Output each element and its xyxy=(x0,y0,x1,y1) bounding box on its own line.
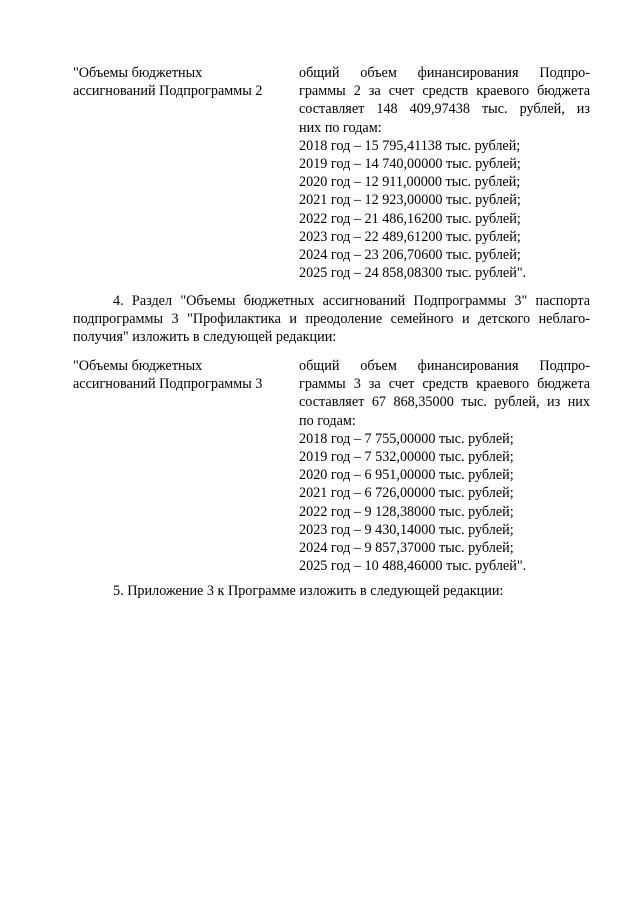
year-line: 2022 год – 9 128,38000 тыс. рублей; xyxy=(299,503,514,520)
year-line: 2025 год – 24 858,08300 тыс. рублей". xyxy=(299,265,527,282)
intro-line: них по годам: xyxy=(299,119,382,136)
year-line: 2025 год – 10 488,46000 тыс. рублей". xyxy=(299,558,527,575)
budget-description xyxy=(299,64,590,282)
year-line: 2024 год – 9 857,37000 тыс. рублей; xyxy=(299,540,514,557)
intro-line: граммы 3 за счет средств краевого бюджета xyxy=(299,376,590,393)
year-line: 2021 год – 12 923,00000 тыс. рублей; xyxy=(299,192,521,209)
year-line: 2020 год – 6 951,00000 тыс. рублей; xyxy=(299,467,514,484)
year-line: 2019 год – 7 532,00000 тыс. рублей; xyxy=(299,449,514,466)
budget-block-subprogram-2 xyxy=(73,64,590,282)
budget-block-subprogram-3 xyxy=(73,357,590,575)
intro-line: общий объем финансирования Подпро- xyxy=(299,65,590,81)
intro-line: составляет 148 409,97438 тыс. рублей, из xyxy=(299,101,590,118)
paragraph-line: получия" изложить в следующей редакции: xyxy=(73,329,337,346)
year-line: 2019 год – 14 740,00000 тыс. рублей; xyxy=(299,156,521,173)
paragraph-line: 5. Приложение 3 к Программе изложить в следующей редакции: xyxy=(113,583,504,599)
year-line: 2020 год – 12 911,00000 тыс. рублей; xyxy=(299,174,521,191)
year-line: 2022 год – 21 486,16200 тыс. рублей; xyxy=(299,210,521,227)
label-line: ассигнований Подпрограммы 3 xyxy=(73,376,263,393)
budget-label xyxy=(73,357,299,575)
budget-label xyxy=(73,64,299,282)
paragraph-5 xyxy=(73,582,590,600)
label-line: "Объемы бюджетных xyxy=(73,358,203,374)
year-line: 2024 год – 23 206,70600 тыс. рублей; xyxy=(299,247,521,264)
year-line: 2018 год – 15 795,41138 тыс. рублей; xyxy=(299,137,521,154)
paragraph-line: подпрограммы 3 "Профилактика и преодоление семейного и детского неблаго- xyxy=(73,311,590,328)
year-line: 2023 год – 9 430,14000 тыс. рублей; xyxy=(299,521,514,538)
intro-line: общий объем финансирования Подпро- xyxy=(299,358,590,374)
year-line: 2021 год – 6 726,00000 тыс. рублей; xyxy=(299,485,514,502)
year-line: 2018 год – 7 755,00000 тыс. рублей; xyxy=(299,430,514,447)
label-line: ассигнований Подпрограммы 2 xyxy=(73,83,263,100)
intro-line: составляет 67 868,35000 тыс. рублей, из них xyxy=(299,394,590,411)
label-line: "Объемы бюджетных xyxy=(73,65,203,81)
intro-line: по годам: xyxy=(299,412,356,429)
budget-description xyxy=(299,357,590,575)
paragraph-4 xyxy=(73,292,590,347)
intro-line: граммы 2 за счет средств краевого бюджета xyxy=(299,83,590,100)
paragraph-line: 4. Раздел "Объемы бюджетных ассигнований Подпрограммы 3" паспорта xyxy=(113,293,590,309)
year-line: 2023 год – 22 489,61200 тыс. рублей; xyxy=(299,228,521,245)
